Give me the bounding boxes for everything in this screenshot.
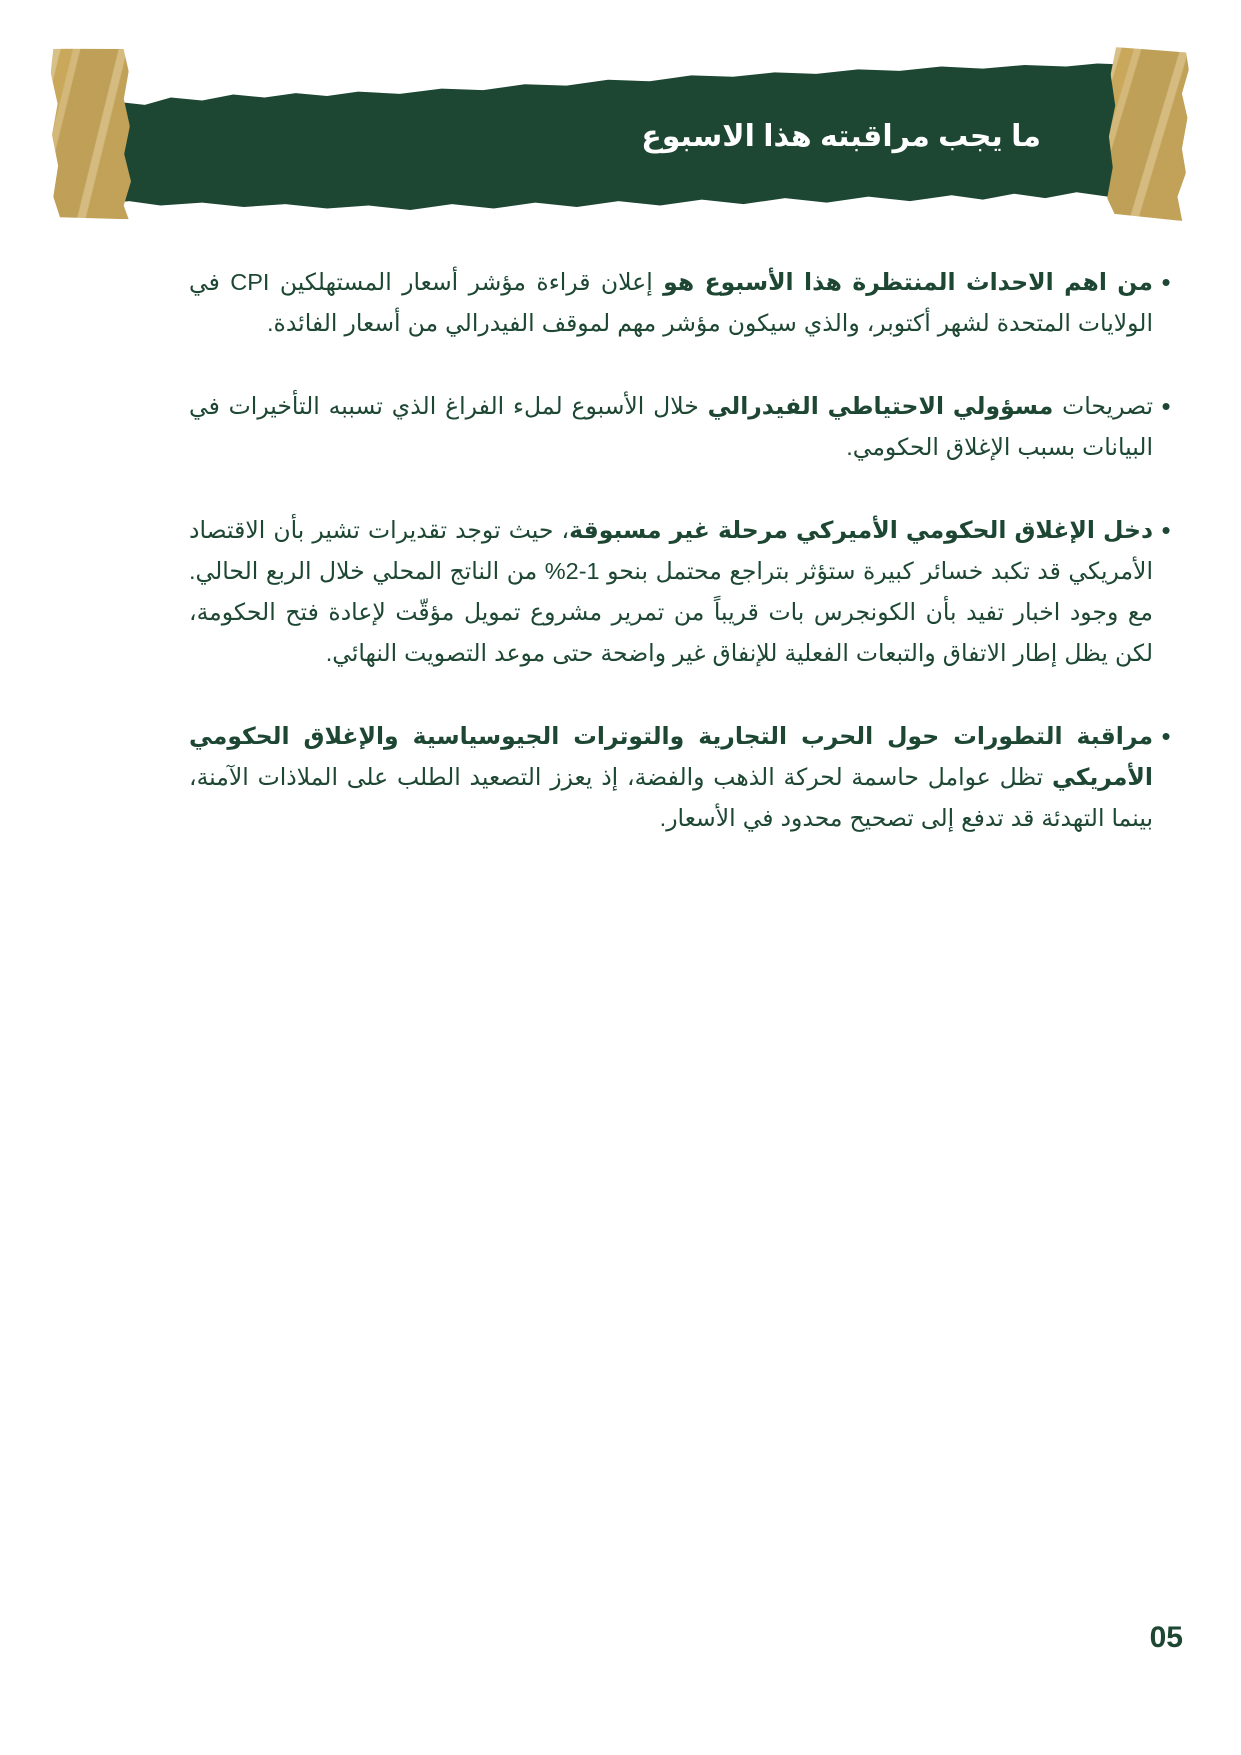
- bullet-marker-icon: •: [1161, 721, 1171, 751]
- list-item: [189, 262, 1179, 344]
- list-item-lead: دخل الإغلاق الحكومي الأميركي مرحلة غير مسبوقة: [569, 517, 1153, 543]
- list-item-body: خلال الأسبوع لملء الفراغ الذي تسببه التأخيرات في البيانات بسبب الإغلاق الحكومي.: [189, 393, 1153, 460]
- list-item-body: تظل عوامل حاسمة لحركة الذهب والفضة، إذ يعزز التصعيد الطلب على الملاذات الآمنة، بينما التهدئة قد تدفع إلى تصحيح محدود في الأسعار.: [189, 764, 1153, 831]
- list-item-text: [189, 386, 1153, 468]
- list-item-lead: مراقبة التطورات حول الحرب التجارية والتوترات الجيوسياسية والإغلاق الحكومي الأمريكي: [189, 723, 1153, 790]
- list-item: [189, 716, 1179, 839]
- tape-strip-left-icon: [50, 47, 132, 221]
- list-item-lead: من اهم الاحداث المنتظرة هذا الأسبوع هو: [663, 269, 1153, 295]
- bullet-list: [189, 262, 1179, 839]
- list-item: [189, 386, 1179, 468]
- tape-strip-right-icon: [1107, 47, 1190, 221]
- list-item-text: [189, 716, 1153, 839]
- list-item: [189, 510, 1179, 674]
- page-header-banner: [46, 48, 1191, 228]
- bullet-marker-icon: •: [1161, 391, 1171, 421]
- torn-paper-banner-shape: [98, 62, 1139, 210]
- list-item-body: إعلان قراءة مؤشر أسعار المستهلكين CPI في الولايات المتحدة لشهر أكتوبر، والذي سيكون مؤشر مهم لموقف الفيدرالي من أسعار الفائدة.: [189, 269, 1153, 336]
- list-item-prefix: تصريحات: [1053, 393, 1153, 419]
- bullet-marker-icon: •: [1161, 267, 1171, 297]
- list-item-text: [189, 510, 1153, 674]
- bullet-marker-icon: •: [1161, 515, 1171, 545]
- list-item-body: ، حيث توجد تقديرات تشير بأن الاقتصاد الأمريكي قد تكبد خسائر كبيرة ستؤثر بتراجع محتمل بنحو 1-2% من الناتج المحلي خلال الربع الحالي. مع وجود اخبار تفيد بأن الكونجرس بات قريباً من تمرير مشروع تمويل مؤقّت لإعادة فتح الحكومة، لكن يظل إطار الاتفاق والتبعات الفعلية للإنفاق غير واضحة حتى موعد التصويت النهائي.: [189, 517, 1153, 666]
- page-number: 05: [1149, 1621, 1183, 1654]
- list-item-lead: مسؤولي الاحتياطي الفيدرالي: [707, 393, 1054, 419]
- list-item-text: [189, 262, 1153, 344]
- page-title: ما يجب مراقبته هذا الاسبوع: [641, 119, 1041, 153]
